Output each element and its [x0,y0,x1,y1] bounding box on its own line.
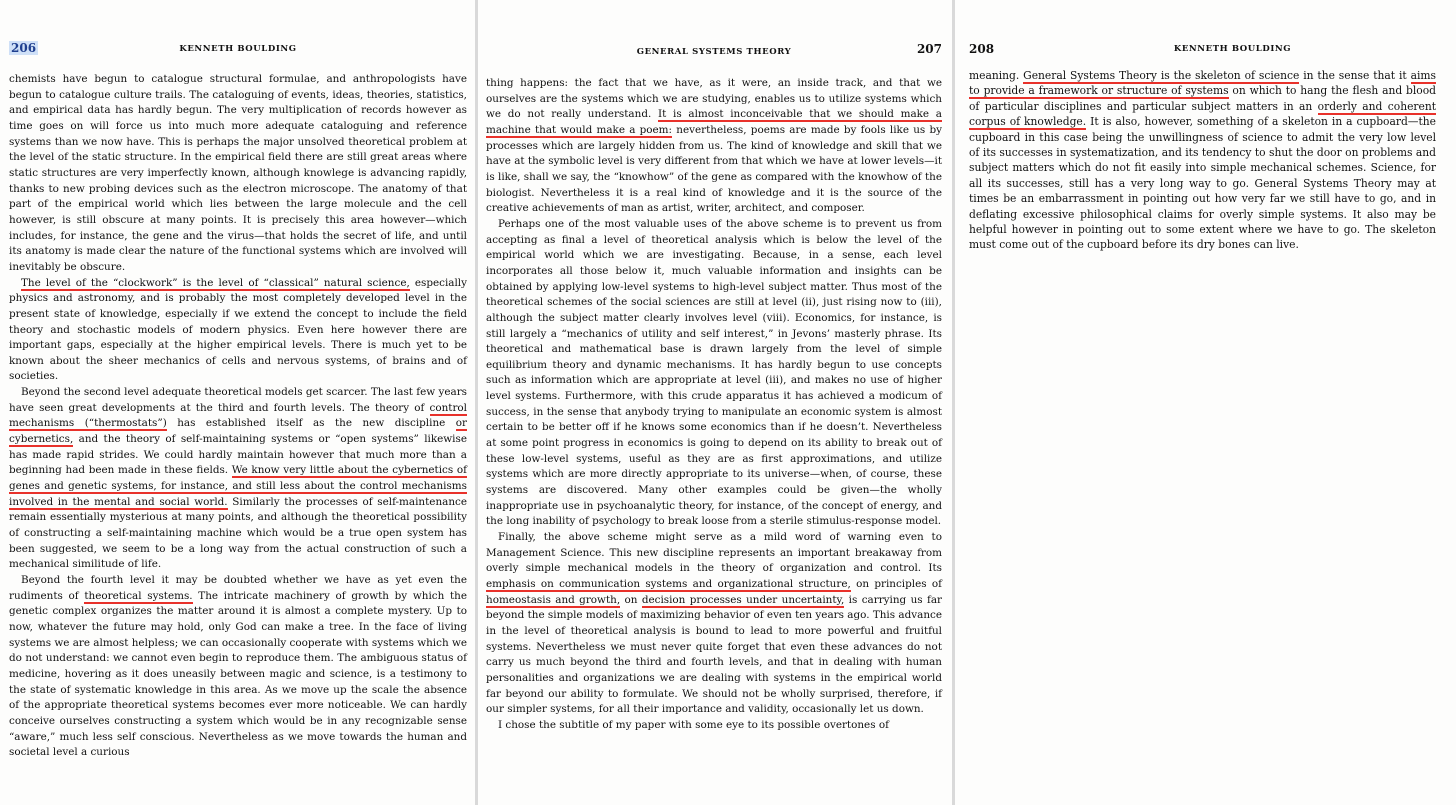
running-head: GENERAL SYSTEMS THEORY [636,47,792,57]
page-body [969,46,1436,253]
page-header [969,0,1436,56]
paragraph [9,573,467,761]
text-run: The intricate machinery of growth by which the genetic complex organizes the matter around it is almost a complete mystery. Up to now, whatever the future may hold, only God can make a tree. In the face of living systems we are almost helpless; we can occasionally cooperate with systems which we do not understand: we cannot even begin to reproduce them. The ambiguous status of medicine, hovering as it does uneasily between magic and science, is a testimony to the state of systematic knowledge in this area. As we move up the scale the absence of the appropriate theoretical systems becomes ever more noticeable. We can hardly conceive ourselves constructing a system which would be in any recognizable sense “aware,” much less self conscious. Nevertheless as we move towards the human and societal level a curious [9,589,467,759]
underlined-phrase: The level of the “clockwork” is the level of “classical” natural science, [21,276,410,289]
text-run: Similarly the processes of self-maintenance remain essentially mysterious at many points, and although the theoretical possibility of constructing a self-maintaining machine which would be a true open system has been suggested, we seem to be a long way from the actual construction of such a mechanical similitude of life. [9,495,467,571]
text-run: Finally, the above scheme might serve as a mild word of warning even to Management Science. This new discipline represents an important breakaway from overly simple mechanical models in the theory of organization and control. Its [486,531,942,575]
paragraph [969,68,1436,253]
underlined-phrase: control mechanisms (“thermostats”) [9,401,467,430]
text-run: on principles of [850,578,942,590]
text-run: It is also, however, something of a skeleton in a cupboard—the cupboard in this case being the unwillingness of science to admit the very low level of its successes in systematization, and its tendency to shut the door on problems and subject matters which do not fit easily into simple mechanical schemes. Science, for all its successes, still has a very long way to go. General Systems Theory may at times be an embarrassment in pointing out how very far we still have to go, and in deflating excessive philosophical claims for overly simple systems. It also may be helpful however in pointing out to some extent where we have to go. The skeleton must come out of the cupboard before its dry bones can live. [969,115,1436,252]
page-body [9,46,467,761]
page-header [486,0,942,57]
text-run: chemists have begun to catalogue structural formulae, and anthropologists have begun to catalogue culture trails. The cataloguing of events, ideas, theories, statistics, and empirical data has hardly begun. The very multiplication of records however as time goes on will force us into much more adequate cataloguing and reference systems than we now have. This is perhaps the major unsolved theoretical problem at the level of the static structure. In the empirical field there are still great areas where static structures are very imperfectly known, although knowlege is advancing rapidly, thanks to new probing devices such as the electron microscope. The anatomy of that part of the empirical world which lies between the large molecule and the cell however, is still obscure at many points. It is precisely this area however—which includes, for instance, the gene and the virus—that holds the secret of life, and until its anatomy is made clear the nature of the functional systems which are involved will inevitably be obscure. [9,73,467,273]
text-run: in the sense that it [1299,69,1411,82]
text-run: Beyond the fourth level it may be doubted whether we have as yet even the rudiments of [9,574,467,602]
text-run: thing happens: the fact that we have, as it were, an inside track, and that we ourselves are the systems which we are studying, enables us to utilize systems which we do not really understand. [486,77,942,121]
paragraph [486,530,942,718]
text-run: on [620,593,642,606]
underlined-phrase: orderly and coherent corpus of knowledge. [969,99,1437,129]
text-run: on which to hang the flesh and blood of particular disciplines and particular subject matters in an [969,84,1436,113]
text-run: has established itself as the new discipline [166,417,456,430]
underlined-phrase: or cybernetics, [9,417,467,446]
page-body [486,46,942,734]
paragraph [486,76,942,217]
underlined-phrase: General Systems Theory is the skeleton of science [1023,69,1300,82]
book-page-206 [0,0,475,805]
running-head: KENNETH BOULDING [179,44,297,54]
underlined-phrase: We know very little about the cybernetics of genes and genetic systems, for instance, and still less about the control mechanisms involved in the mental and social world. [9,464,467,508]
paragraph [9,385,467,573]
running-head: KENNETH BOULDING [1173,44,1292,54]
paragraph [9,72,467,276]
underlined-phrase: It is almost inconceivable that we should make a machine that would make a poem: [486,108,942,136]
underlined-phrase: theoretical systems. [84,589,193,602]
underlined-phrase: aims to provide a framework or structure of systems [969,69,1436,98]
page-header [9,0,467,55]
page-number: 206 [11,41,37,55]
underlined-phrase: homeostasis and growth, [486,593,621,606]
text-run: and the theory of self-maintaining systems or “open systems” likewise has made rapid strides. We could hardly maintain however that much more than a beginning had been made in these fields. [9,433,467,477]
page-number: 208 [969,42,995,56]
paragraph [486,217,942,530]
book-page-207 [478,0,952,805]
underlined-phrase: decision processes under uncertainty, [641,593,845,606]
text-run: meaning. [969,69,1024,82]
paragraph [9,276,467,386]
text-run: I chose the subtitle of my paper with some eye to its possible overtones of [498,718,889,731]
text-run: Perhaps one of the most valuable uses of the above scheme is to prevent us from accepting as final a level of theoretical analysis which is below the level of the empirical world which we are investigating. Because, in a sense, each level incorporates all those below it, much valuable information and insights can be obtained by applying low-level systems to high-level subject matter. Thus most of the theoretical schemes of the social sciences are still at level (ii), just rising now to (iii), although the subject matter clearly involves level (viii). Economics, for instance, is still largely a “mechanics of utility and self interest,” in Jevons’ masterly phrase. Its theoretical and mathematical base is drawn largely from the level of simple equilibrium theory and dynamic mechanisms. It has hardly begun to use concepts such as information which are appropriate at level (iii), and makes no use of higher level systems. Furthermore, with this crude apparatus it has achieved a modicum of success, in the sense that anybody trying to manipulate an economic system is almost certain to be better off if he knows some economics than if he doesn’t. Nevertheless at some point progress in economics is going to depend on its ability to break out of these low-level systems, useful as they are as first approximations, and utilize systems which are more directly appropriate to its universe—when, of course, these systems are discovered. Many other examples could be given—the wholly inappropriate use in psychoanalytic theory, for instance, of the concept of energy, and the long inability of psychology to break loose from a sterile stimulus-response model. [486,217,942,528]
text-run: is carrying us far beyond the simple models of maximizing behavior of even ten years ago. This advance in the level of theoretical analysis is bound to lead to more powerful and fruitful systems. Nevertheless we must never quite forget that even these advances do not carry us much beyond the third and fourth levels, and that in dealing with human personalities and organizations we are dealing with systems in the empirical world far beyond our ability to formulate. We should not be wholly surprised, therefore, if our simpler systems, for all their importance and validity, occasionally let us down. [486,593,942,716]
paragraph [486,718,942,734]
text-run: nevertheless, poems are made by fools like us by processes which are largely hidden from us. The kind of knowledge and skill that we have at the symbolic level is very different from that which we have at lower levels—it is like, shall we say, the “knowhow” of the gene as compared with the knowhow of the biologist. Nevertheless it is a real kind of knowledge and it is the source of the creative achievements of man as artist, writer, architect, and composer. [486,123,942,215]
book-page-208 [955,0,1456,805]
text-run: Beyond the second level adequate theoretical models get scarcer. The last few years have seen great developments at the third and fourth levels. The theory of [9,386,467,414]
page-number: 207 [916,42,942,56]
text-run: especially physics and astronomy, and is probably the most completely developed level in the present state of knowledge, especially if we extend the concept to include the field theory and stochastic models of modern physics. Even here however there are important gaps, especially at the higher empirical levels. There is much yet to be known about the sheer mechanics of cells and nervous systems, of brains and of societies. [9,276,467,383]
underlined-phrase: emphasis on communication systems and organizational structure, [486,578,851,590]
